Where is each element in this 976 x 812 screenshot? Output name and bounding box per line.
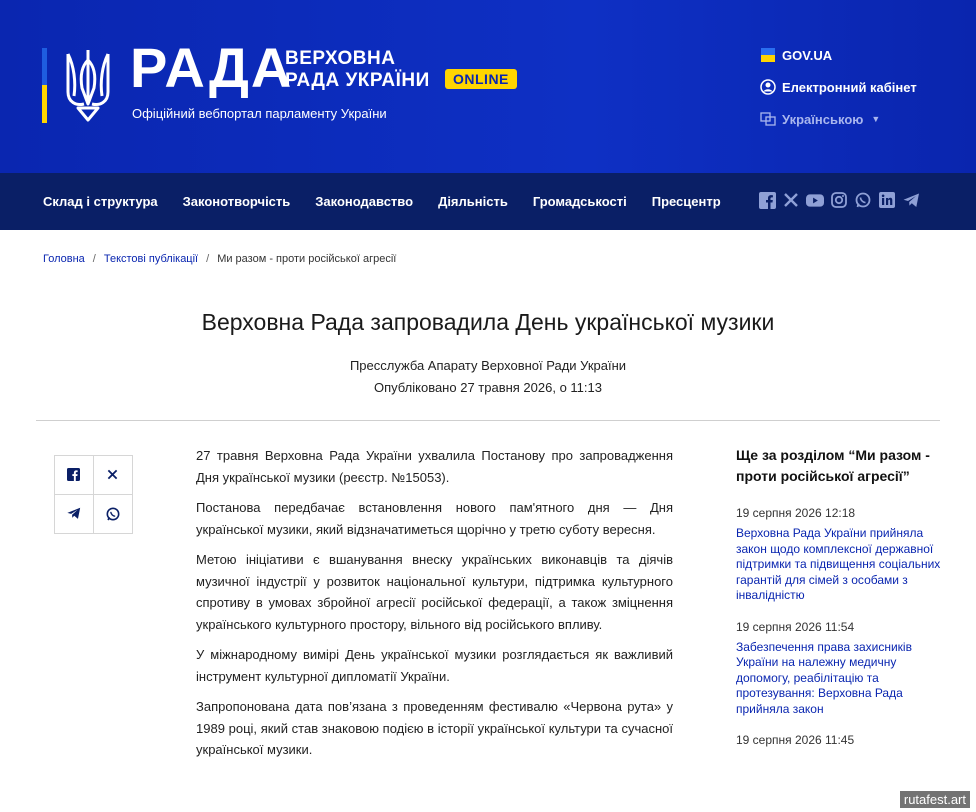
site-header	[0, 0, 976, 173]
breadcrumb	[43, 253, 396, 265]
news-date: 19 серпня 2026 12:18	[736, 506, 856, 520]
news-item	[736, 506, 944, 604]
whatsapp-icon	[106, 507, 120, 521]
divider	[36, 420, 940, 421]
telegram-icon	[67, 507, 81, 520]
news-date: 19 серпня 2026 11:45	[736, 733, 855, 747]
related-news-sidebar	[736, 445, 944, 763]
news-link[interactable]: Верховна Рада України прийняла закон щодо комплексної державної підтримки та підвищення соціальних гарантій для сімей з особами з інвалідністю	[736, 526, 941, 602]
breadcrumb-separator: /	[206, 253, 210, 265]
facebook-icon[interactable]	[758, 191, 776, 209]
youtube-icon[interactable]	[806, 191, 824, 209]
article-paragraph: Постанова передбачає встановлення нового пам'ятного дня — Дня української музики, який відзначатиметься щорічно у третю суботу вересня.	[196, 500, 673, 537]
article-paragraph: 27 травня Верховна Рада України ухвалила Постанову про запровадження Дня української музики (реєстр. №15053).	[196, 448, 673, 485]
x-icon[interactable]	[782, 191, 800, 209]
language-select[interactable]: Українською ▼	[760, 110, 917, 128]
ukraine-flag-icon	[760, 47, 776, 63]
social-links	[752, 191, 920, 209]
whatsapp-icon[interactable]	[854, 191, 872, 209]
news-link[interactable]: Забезпечення права захисників України на належну медичну допомогу, реабілітацію та протезування: Верховна Рада прийняла закон	[736, 639, 912, 716]
article-paragraph: У міжнародному вимірі День української музики розглядається як важливий інструмент культурної дипломатії України.	[196, 647, 673, 684]
article-body	[196, 445, 673, 770]
watermark: rutafest.art	[900, 791, 970, 808]
article-paragraph: Запропонована дата пов’язана з проведенням фестивалю «Червона рута» у 1989 році, який став знаковою подією в історії української культури та сучасної української музики.	[196, 699, 673, 757]
language-icon	[760, 111, 776, 127]
nav-item-public[interactable]: Громадськості	[532, 194, 627, 209]
nav-item-structure[interactable]: Склад і структура	[43, 194, 158, 209]
chevron-down-icon: ▼	[871, 114, 881, 124]
facebook-icon	[67, 468, 80, 481]
breadcrumb-home[interactable]: Головна	[43, 253, 85, 265]
header-links	[760, 46, 917, 142]
site-subtitle: Офіційний вебпортал парламенту України	[132, 106, 387, 121]
news-item	[736, 620, 944, 718]
breadcrumb-section[interactable]: Текстові публікації	[103, 253, 199, 265]
breadcrumb-separator: /	[92, 253, 96, 265]
nav-item-activity[interactable]: Діяльність	[438, 194, 508, 209]
breadcrumb-current: Ми разом - проти російської агресії	[217, 253, 397, 265]
article-author: Пресслужба Апарату Верховної Ради України	[349, 358, 627, 373]
instagram-icon[interactable]	[830, 191, 848, 209]
article-paragraph: Метою ініціативи є вшанування внеску українських виконавців та діячів музичної індустрії у розвиток національної культури, підтримка культурного спротиву в умовах збройної агресії російської федерації, а також зміцнення українського культурного простору, вільного від російського впливу.	[196, 552, 673, 632]
article-date: Опубліковано 27 травня 2026, о 11:13	[374, 380, 602, 395]
user-icon	[760, 79, 776, 95]
telegram-icon[interactable]	[902, 191, 920, 209]
share-telegram-button[interactable]	[55, 495, 94, 534]
share-whatsapp-button[interactable]	[94, 495, 133, 534]
x-icon	[107, 469, 118, 480]
online-badge: ONLINE	[445, 69, 517, 89]
flag-stripe	[42, 48, 47, 123]
news-item	[736, 733, 944, 747]
logo-word[interactable]: РАДА	[130, 36, 294, 99]
trident-icon[interactable]	[62, 46, 114, 124]
share-panel	[54, 455, 133, 534]
sidebar-heading: Ще за розділом “Ми разом - проти російської агресії”	[736, 447, 930, 484]
news-date: 19 серпня 2026 11:54	[736, 619, 855, 634]
nav-item-legislation[interactable]: Законодавство	[315, 194, 414, 209]
share-facebook-button[interactable]	[55, 456, 94, 495]
site-title: ВЕРХОВНА РАДА УКРАЇНИ	[285, 48, 430, 91]
nav-item-lawmaking[interactable]: Законотворчість	[182, 194, 291, 209]
article-title: Верховна Рада запровадила День української музики	[201, 309, 775, 335]
cabinet-link[interactable]: Електронний кабінет	[760, 78, 917, 96]
linkedin-icon[interactable]	[878, 191, 896, 209]
nav-item-press[interactable]: Пресцентр	[651, 194, 721, 209]
gov-ua-link[interactable]: GOV.UA	[760, 46, 917, 64]
share-x-button[interactable]	[94, 456, 133, 495]
main-nav	[0, 173, 976, 230]
